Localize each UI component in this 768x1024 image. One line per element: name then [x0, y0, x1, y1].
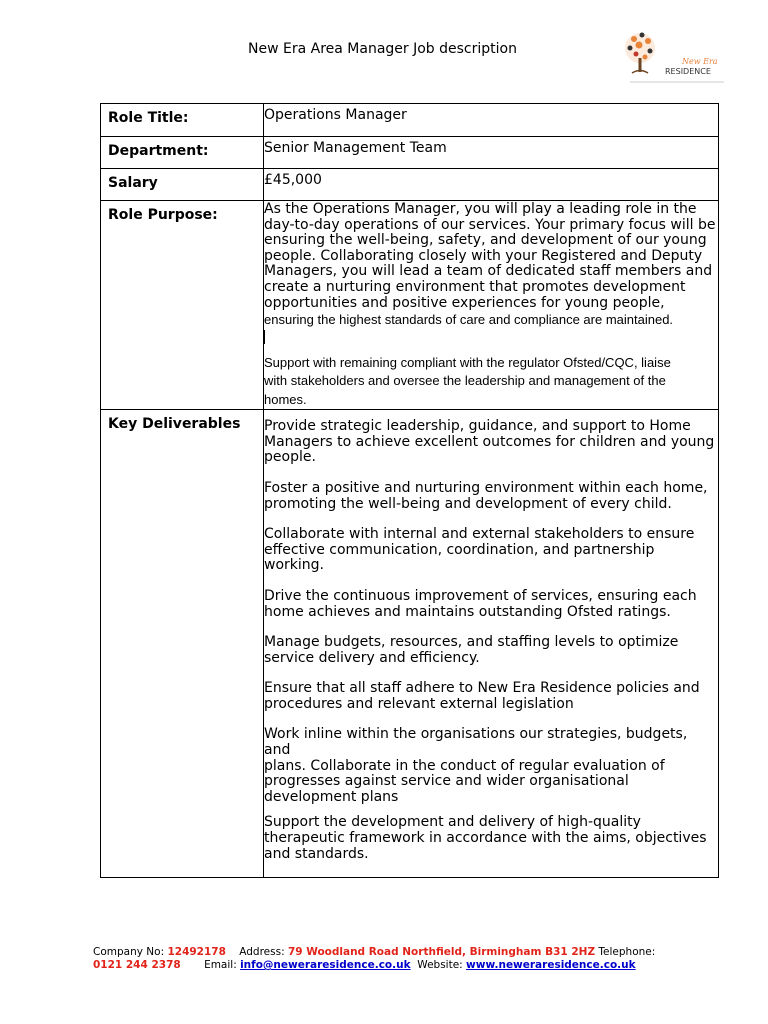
salary-label: Salary — [101, 169, 264, 201]
role-title-label: Role Title: — [101, 104, 264, 137]
purpose-line: day-to-day operations of our services. Your primary focus will be — [264, 216, 716, 233]
address-value: 79 Woodland Road Northfield, Birmingham B31 2HZ — [287, 946, 596, 958]
row-role-purpose — [101, 201, 719, 410]
deliverable-item — [264, 481, 718, 512]
footer-line-1 — [93, 946, 655, 959]
department-value: Senior Management Team — [264, 137, 719, 169]
deliverable-line: service delivery and efficiency. — [264, 649, 480, 666]
deliverable-line: plans. Collaborate in the conduct of regular evaluation of — [264, 757, 665, 774]
row-key-deliverables — [101, 410, 719, 878]
address-label: Address: — [239, 946, 285, 958]
deliverable-line: Support the development and delivery of high-quality — [264, 814, 641, 831]
deliverable-line: and standards. — [264, 845, 369, 862]
deliverable-line: Work inline within the organisations our strategies, budgets, and — [264, 726, 688, 759]
company-label: Company No: — [93, 946, 165, 958]
purpose-extra-line: with stakeholders and oversee the leadership and management of the — [264, 373, 666, 389]
deliverable-line: progresses against service and wider organisational — [264, 773, 629, 790]
deliverable-line: Drive the continuous improvement of services, ensuring each — [264, 587, 697, 604]
job-description-table — [100, 103, 719, 878]
deliverable-line: Foster a positive and nurturing environment within each home, — [264, 479, 708, 496]
purpose-value — [264, 201, 719, 410]
deliverable-line: therapeutic framework in accordance with the aims, objectives — [264, 830, 707, 847]
deliverable-line: procedures and relevant external legislation — [264, 695, 574, 712]
deliverables-value — [264, 410, 719, 878]
purpose-line: ensuring the well-being, safety, and development of our young — [264, 232, 707, 249]
deliverable-line: Managers to achieve excellent outcomes for children and young — [264, 433, 715, 450]
new-era-residence-logo — [620, 26, 730, 90]
email-link[interactable]: info@neweraresidence.co.uk — [240, 959, 411, 971]
email-label: Email: — [204, 959, 237, 971]
deliverable-line: Ensure that all staff adhere to New Era Residence policies and — [264, 680, 700, 697]
purpose-tail-line: ensuring the highest standards of care and compliance are maintained. — [264, 312, 674, 328]
purpose-extra-line: Support with remaining compliant with the regulator Ofsted/CQC, liaise — [264, 354, 671, 370]
deliverable-line: Provide strategic leadership, guidance, and support to Home — [264, 418, 691, 435]
website-label: Website: — [417, 959, 463, 971]
deliverable-item — [264, 589, 718, 620]
telephone-label: Telephone: — [598, 946, 656, 958]
deliverables-label: Key Deliverables — [101, 410, 264, 878]
page-footer — [93, 946, 655, 972]
deliverable-line: effective communication, coordination, and partnership working. — [264, 541, 655, 574]
purpose-extra-line: homes. — [264, 391, 307, 407]
purpose-line: create a nurturing environment that promotes development — [264, 278, 686, 295]
telephone-value: 0121 244 2378 — [93, 959, 181, 971]
deliverable-item — [264, 815, 718, 862]
logo-wordmark: RESIDENCE — [665, 67, 711, 76]
row-department — [101, 137, 719, 169]
company-number: 12492178 — [167, 946, 226, 958]
purpose-line: Managers, you will lead a team of dedicated staff members and — [264, 263, 713, 280]
row-salary — [101, 169, 719, 201]
deliverable-item — [264, 527, 718, 574]
deliverable-line: people. — [264, 449, 316, 466]
deliverable-line: development plans — [264, 788, 399, 805]
deliverable-item — [264, 681, 718, 712]
deliverable-item — [264, 419, 718, 466]
purpose-paragraph — [264, 202, 718, 311]
deliverable-line: Collaborate with internal and external stakeholders to ensure — [264, 526, 695, 543]
deliverable-item — [264, 635, 718, 666]
footer-line-2 — [93, 959, 655, 972]
website-link[interactable]: www.neweraresidence.co.uk — [466, 959, 636, 971]
logo-script-text: New Era — [682, 57, 718, 66]
purpose-line: opportunities and positive experiences for young people, — [264, 294, 665, 311]
purpose-label: Role Purpose: — [101, 201, 264, 410]
logo-tree-icon — [620, 26, 730, 90]
salary-value: £45,000 — [264, 169, 719, 201]
purpose-line: people. Collaborating closely with your Registered and Deputy — [264, 247, 703, 264]
purpose-extra-paragraph — [264, 354, 718, 410]
purpose-line: As the Operations Manager, you will play a leading role in the — [264, 201, 697, 217]
deliverable-line: Manage budgets, resources, and staffing levels to optimize — [264, 634, 679, 651]
document-title: New Era Area Manager Job description — [248, 41, 517, 57]
role-title-value: Operations Manager — [264, 104, 719, 137]
deliverable-line: home achieves and maintains outstanding Ofsted ratings. — [264, 603, 671, 620]
row-role-title — [101, 104, 719, 137]
department-label: Department: — [101, 137, 264, 169]
deliverable-line: promoting the well-being and development of every child. — [264, 495, 672, 512]
text-cursor-bar — [264, 330, 718, 344]
deliverable-item — [264, 727, 718, 805]
